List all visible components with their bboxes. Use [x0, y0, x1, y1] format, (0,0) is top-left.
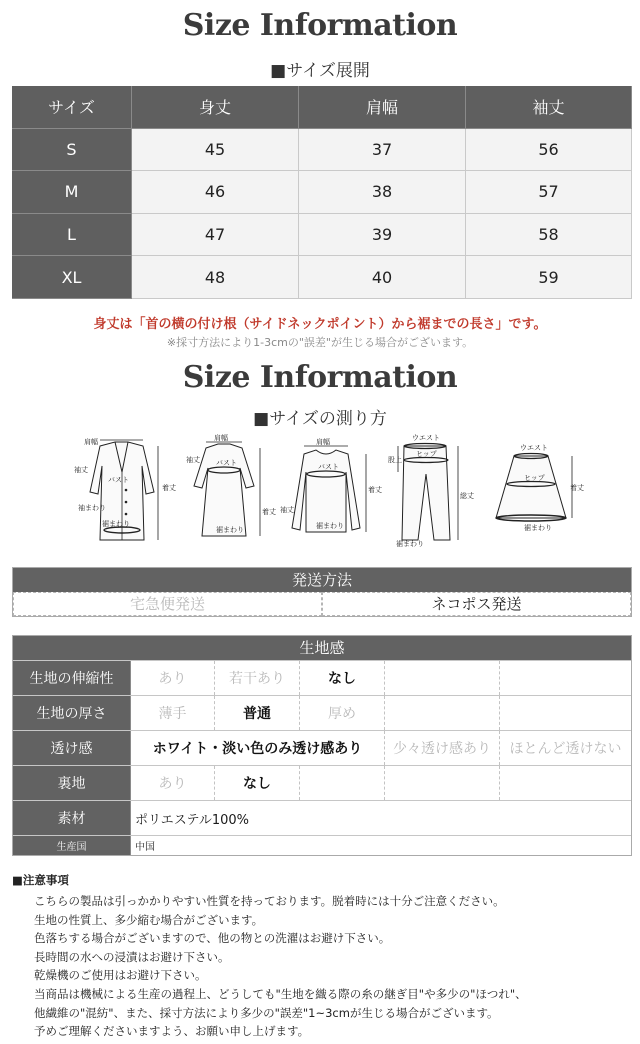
shoulder-value: 39	[299, 214, 466, 257]
skirt-hip-label: ヒップ	[524, 474, 545, 482]
dress-hem-label: 裾まわり	[216, 526, 244, 534]
pants-waist-label: ウエスト	[412, 434, 440, 442]
fabric-option-empty	[500, 696, 631, 730]
skirt-waist-label: ウエスト	[520, 444, 548, 452]
shipping-option-nekopos: ネコポス発送	[322, 592, 631, 616]
coat-sleeve-label: 袖丈	[74, 466, 88, 474]
top-illustration	[276, 432, 382, 547]
fabric-option-selected: なし	[300, 661, 385, 695]
shoulder-value: 37	[299, 129, 466, 172]
origin-value: 中国	[135, 842, 155, 853]
note-line: こちらの製品は引っかかりやすい性質を持っております。脱着時には十分ご注意ください。	[34, 894, 505, 908]
dress-sleeve-label: 袖丈	[186, 456, 200, 464]
fabric-row-label: 透け感	[13, 731, 131, 765]
fabric-header: 生地感	[13, 636, 631, 660]
coat-illustration	[70, 432, 180, 547]
size-label: M	[12, 171, 132, 214]
shipping-header: 発送方法	[13, 568, 631, 592]
top-sleeve-label: 袖丈	[280, 506, 294, 514]
top-shoulder-label: 肩幅	[316, 438, 330, 446]
note-line: 色落ちする場合がございますので、他の物との洗濯はお避け下さい。	[34, 931, 391, 946]
fabric-option-empty	[385, 696, 500, 730]
measurement-illustrations	[70, 432, 584, 548]
sleeve-value: 58	[466, 214, 632, 257]
fabric-row-origin	[13, 835, 631, 855]
top-length-label: 着丈	[368, 486, 382, 494]
fabric-row-label: 生産国	[13, 836, 131, 855]
sleeve-value: 56	[466, 129, 632, 172]
coat-bust-label: バスト	[108, 476, 129, 484]
fabric-option-empty	[500, 661, 631, 695]
size-table	[12, 86, 632, 299]
length-value: 47	[132, 214, 299, 257]
fabric-option-selected: なし	[215, 766, 300, 800]
header-sleeve: 袖丈	[466, 86, 632, 129]
fabric-option: 薄手	[131, 696, 215, 730]
fabric-option-empty	[385, 661, 500, 695]
size-table-header	[12, 86, 632, 129]
fabric-option: 少々透け感あり	[385, 731, 500, 765]
shipping-option-takkyubin: 宅急便発送	[13, 592, 322, 616]
coat-hem-label: 裾まわり	[102, 520, 130, 528]
note-line: 生地の性質上、多少縮む場合がございます。	[34, 912, 264, 927]
pants-hip-label: ヒップ	[416, 450, 437, 458]
length-value: 45	[132, 129, 299, 172]
how-to-measure-subtitle: ■サイズの測り方	[253, 409, 387, 429]
coat-cuff-label: 袖まわり	[78, 504, 106, 512]
size-chart-subtitle: ■サイズ展開	[270, 61, 370, 81]
table-row	[12, 129, 632, 172]
notes-heading: ■注意事項	[12, 873, 69, 887]
fabric-option: ほとんど透けない	[509, 741, 622, 757]
fabric-row-label: 素材	[13, 801, 131, 835]
shipping-section	[12, 567, 632, 617]
measurement-error-note: ※採寸方法により1-3cmの"誤差"が生じる場合がございます。	[166, 336, 474, 349]
note-line: 他繊維の"混紡"、また、採寸方法により多少の"誤差"1~3cmが生じる場合がございます。	[34, 1005, 499, 1020]
sleeve-value: 59	[466, 256, 632, 299]
size-label: L	[12, 214, 132, 257]
header-size: サイズ	[12, 86, 132, 129]
fabric-option-empty	[500, 766, 631, 800]
fabric-option-selected: ホワイト・淡い色のみ透け感あり	[131, 731, 385, 765]
sleeve-value: 57	[466, 171, 632, 214]
fabric-option: 厚め	[300, 696, 385, 730]
fabric-row-sheerness	[13, 730, 631, 765]
fabric-row-label: 生地の厚さ	[13, 696, 131, 730]
size-info-title: Size Information	[182, 8, 458, 43]
skirt-hem-label: 裾まわり	[524, 524, 552, 532]
table-row	[12, 214, 632, 257]
dress-bust-label: バスト	[216, 459, 237, 467]
table-row	[12, 256, 632, 299]
fabric-row-stretch	[13, 660, 631, 695]
skirt-illustration	[486, 432, 584, 547]
coat-length-label: 着丈	[162, 484, 176, 492]
pants-rise-label: 股上	[388, 456, 402, 464]
shoulder-value: 38	[299, 171, 466, 214]
fabric-option-empty	[300, 766, 385, 800]
fabric-option: あり	[131, 766, 215, 800]
fabric-option: 若干あり	[215, 661, 300, 695]
size-label: XL	[12, 256, 132, 299]
note-line: 長時間の水への浸漬はお避け下さい。	[34, 949, 230, 964]
size-info-title-2: Size Information	[182, 360, 458, 395]
dress-length-label: 着丈	[262, 508, 276, 516]
note-line: 乾燥機のご使用はお避け下さい。	[34, 968, 207, 983]
fabric-row-material	[13, 800, 631, 835]
length-definition-note: 身丈は「首の横の付け根（サイドネックポイント）から裾までの長さ」です。	[93, 317, 547, 332]
note-line: 当商品は機械による生産の過程上、どうしても"生地を織る際の糸の継ぎ目"や多少の"ほつれ"、	[34, 986, 527, 1001]
note-line: 予めご理解くださいますよう、お願い申し上げます。	[34, 1024, 310, 1039]
fabric-section	[12, 635, 632, 856]
shoulder-value: 40	[299, 256, 466, 299]
pants-hem-label: 裾まわり	[396, 540, 424, 548]
dress-illustration	[182, 432, 276, 547]
fabric-option: あり	[131, 661, 215, 695]
fabric-option-selected: 普通	[215, 696, 300, 730]
notes-section	[12, 872, 632, 1041]
shipping-options	[13, 592, 631, 616]
fabric-row-lining	[13, 765, 631, 800]
header-shoulder: 肩幅	[299, 86, 466, 129]
dress-shoulder-label: 肩幅	[214, 434, 228, 442]
fabric-row-thickness	[13, 695, 631, 730]
coat-shoulder-label: 肩幅	[84, 438, 98, 446]
length-value: 48	[132, 256, 299, 299]
top-bust-label: バスト	[318, 463, 339, 471]
fabric-row-label: 生地の伸縮性	[13, 661, 131, 695]
table-row	[12, 171, 632, 214]
material-value: ポリエステル100%	[135, 812, 249, 828]
skirt-length-label: 着丈	[570, 484, 584, 492]
header-length: 身丈	[132, 86, 299, 129]
pants-illustration	[386, 432, 474, 548]
length-value: 46	[132, 171, 299, 214]
fabric-row-label: 裏地	[13, 766, 131, 800]
fabric-option-empty	[385, 766, 500, 800]
size-label: S	[12, 129, 132, 172]
pants-length-label: 総丈	[460, 492, 474, 500]
top-hem-label: 裾まわり	[316, 522, 344, 530]
